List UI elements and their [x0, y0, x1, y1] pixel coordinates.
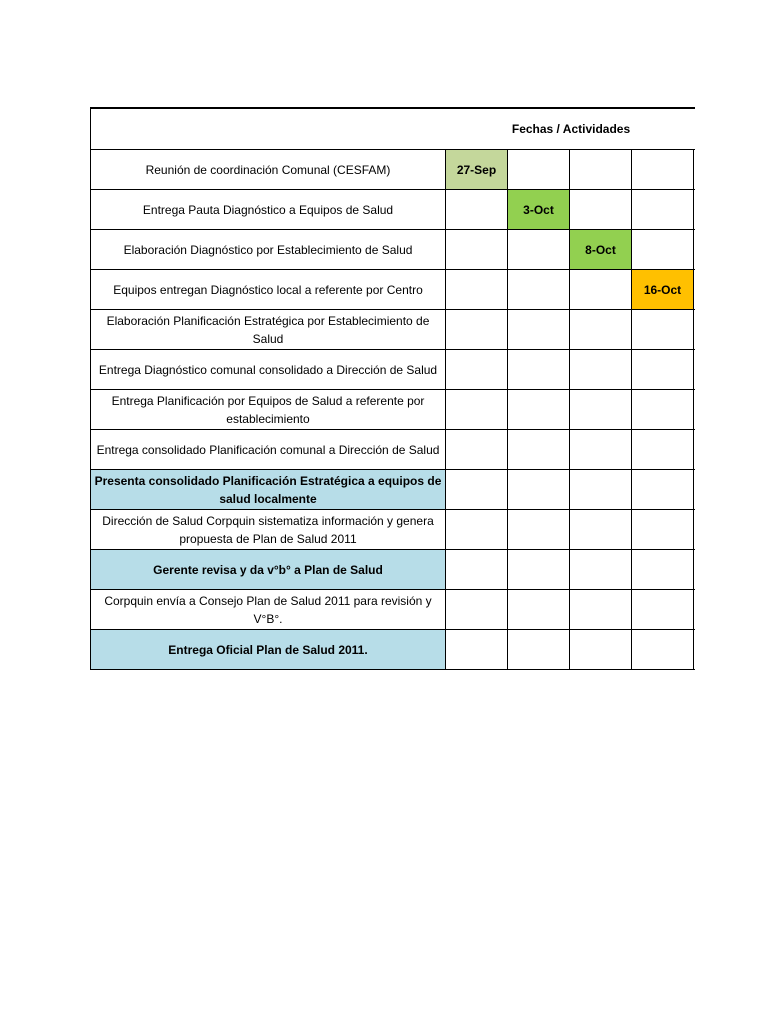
activity-cell[interactable]: Equipos entregan Diagnóstico local a referente por Centro: [91, 270, 446, 309]
date-cell[interactable]: 3-Oct: [508, 190, 570, 229]
date-cell[interactable]: [632, 310, 694, 349]
table-row: [91, 510, 695, 550]
table-header-row: [91, 109, 695, 150]
table-row: [91, 190, 695, 230]
table-row: [91, 150, 695, 190]
activity-cell[interactable]: Entrega Diagnóstico comunal consolidado a Dirección de Salud: [91, 350, 446, 389]
header-label: Fechas / Actividades: [511, 122, 631, 136]
date-cell[interactable]: [632, 470, 694, 509]
date-cell[interactable]: 8-Oct: [570, 230, 632, 269]
date-cell[interactable]: [570, 390, 632, 429]
date-cell[interactable]: [508, 470, 570, 509]
date-cell[interactable]: [570, 430, 632, 469]
table-row: [91, 630, 695, 670]
date-cell[interactable]: [446, 590, 508, 629]
table-row: [91, 350, 695, 390]
date-cell[interactable]: [632, 510, 694, 549]
date-cell[interactable]: [508, 150, 570, 189]
activity-cell[interactable]: Elaboración Planificación Estratégica por Establecimiento de Salud: [91, 310, 446, 349]
date-cell[interactable]: [570, 590, 632, 629]
table-row: [91, 550, 695, 590]
activity-cell[interactable]: Entrega Pauta Diagnóstico a Equipos de Salud: [91, 190, 446, 229]
date-cell[interactable]: [508, 590, 570, 629]
date-cell[interactable]: [570, 550, 632, 589]
table-row: [91, 310, 695, 350]
activity-cell[interactable]: Elaboración Diagnóstico por Establecimiento de Salud: [91, 230, 446, 269]
date-cell[interactable]: [508, 270, 570, 309]
date-cell[interactable]: [570, 190, 632, 229]
date-cell[interactable]: [446, 350, 508, 389]
date-cell[interactable]: [446, 630, 508, 669]
date-cell[interactable]: [632, 630, 694, 669]
date-cell[interactable]: [508, 630, 570, 669]
date-cell[interactable]: [446, 270, 508, 309]
date-cell[interactable]: [570, 150, 632, 189]
table-row: [91, 590, 695, 630]
date-cell[interactable]: [446, 510, 508, 549]
table-body: [91, 150, 695, 670]
date-cell[interactable]: [632, 230, 694, 269]
table-row: [91, 270, 695, 310]
date-cell[interactable]: [570, 270, 632, 309]
date-cell[interactable]: [632, 350, 694, 389]
date-cell[interactable]: 16-Oct: [632, 270, 694, 309]
date-cell[interactable]: [508, 510, 570, 549]
date-cell[interactable]: [632, 430, 694, 469]
date-cell[interactable]: [632, 390, 694, 429]
activity-cell[interactable]: Gerente revisa y da v°b° a Plan de Salud: [91, 550, 446, 589]
date-cell[interactable]: [508, 310, 570, 349]
table-row: [91, 430, 695, 470]
date-cell[interactable]: [508, 390, 570, 429]
date-cell[interactable]: [446, 550, 508, 589]
date-cell[interactable]: [570, 350, 632, 389]
date-cell[interactable]: [570, 470, 632, 509]
date-cell[interactable]: [632, 550, 694, 589]
schedule-table: [90, 107, 695, 670]
date-cell[interactable]: [446, 230, 508, 269]
date-cell[interactable]: [632, 150, 694, 189]
activity-cell[interactable]: Entrega consolidado Planificación comunal a Dirección de Salud: [91, 430, 446, 469]
activity-cell[interactable]: Presenta consolidado Planificación Estratégica a equipos de salud localmente: [91, 470, 446, 509]
table-row: [91, 470, 695, 510]
activity-cell[interactable]: Entrega Planificación por Equipos de Salud a referente por establecimiento: [91, 390, 446, 429]
activity-cell[interactable]: Reunión de coordinación Comunal (CESFAM): [91, 150, 446, 189]
date-cell[interactable]: [508, 350, 570, 389]
date-cell[interactable]: [508, 550, 570, 589]
date-cell[interactable]: [570, 630, 632, 669]
date-cell[interactable]: [632, 190, 694, 229]
date-cell[interactable]: 27-Sep: [446, 150, 508, 189]
date-cell[interactable]: [570, 310, 632, 349]
activity-cell[interactable]: Entrega Oficial Plan de Salud 2011.: [91, 630, 446, 669]
table-row: [91, 390, 695, 430]
date-cell[interactable]: [632, 590, 694, 629]
date-cell[interactable]: [508, 430, 570, 469]
date-cell[interactable]: [446, 190, 508, 229]
activity-cell[interactable]: Corpquin envía a Consejo Plan de Salud 2011 para revisión y V°B°.: [91, 590, 446, 629]
table-row: [91, 230, 695, 270]
date-cell[interactable]: [446, 470, 508, 509]
date-cell[interactable]: [508, 230, 570, 269]
date-cell[interactable]: [570, 510, 632, 549]
date-cell[interactable]: [446, 310, 508, 349]
activity-cell[interactable]: Dirección de Salud Corpquin sistematiza información y genera propuesta de Plan de Salud 2011: [91, 510, 446, 549]
date-cell[interactable]: [446, 430, 508, 469]
date-cell[interactable]: [446, 390, 508, 429]
